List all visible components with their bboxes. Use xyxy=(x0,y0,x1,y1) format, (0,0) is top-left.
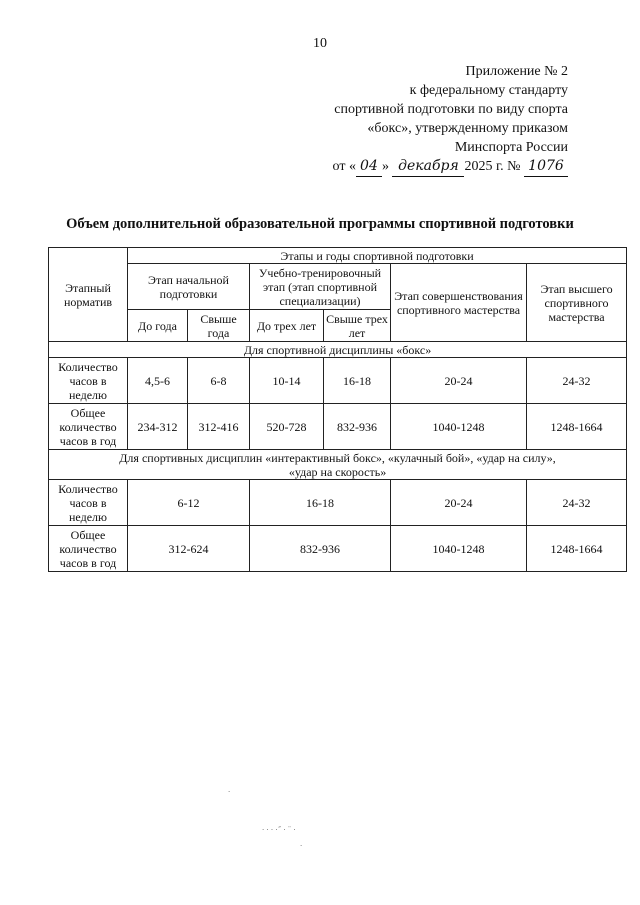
table-row xyxy=(49,358,627,404)
training-over-header: Свыше трех лет xyxy=(324,310,391,342)
scan-speck: · · · ·˝ · ¨ · xyxy=(262,826,296,834)
stage-training-header: Учебно-тренировочный этап (этап спортивной специализации) xyxy=(250,264,391,310)
appendix-line: «бокс», утвержденному приказом xyxy=(367,121,568,136)
scan-speck: · xyxy=(228,788,231,796)
date-mid: » xyxy=(381,159,389,174)
training-volume-table xyxy=(48,247,627,572)
table-row xyxy=(49,404,627,450)
table-cell: 832-936 xyxy=(250,526,391,572)
handwritten-month: декабря xyxy=(392,157,464,177)
table-header-row xyxy=(49,264,627,310)
stage-higher-header: Этап высшего спортивного мастерства xyxy=(527,264,627,342)
table-cell: 16-18 xyxy=(324,358,391,404)
table-cell: 24-32 xyxy=(527,358,627,404)
section-row xyxy=(49,342,627,358)
col-norm-header: Этапный норматив xyxy=(49,248,128,342)
table-cell: 1040-1248 xyxy=(391,526,527,572)
table-cell: 20-24 xyxy=(391,358,527,404)
appendix-line: Минспорта России xyxy=(454,140,568,155)
table-cell: 6-8 xyxy=(188,358,250,404)
table-cell: 6-12 xyxy=(128,480,250,526)
initial-upto-header: До года xyxy=(128,310,188,342)
table-cell: 1248-1664 xyxy=(527,404,627,450)
table-cell: 312-624 xyxy=(128,526,250,572)
table-row xyxy=(49,526,627,572)
stage-improvement-header: Этап совершенствования спортивного мастерства xyxy=(391,264,527,342)
table-cell: 234-312 xyxy=(128,404,188,450)
row-label: Количество часов в неделю xyxy=(49,358,128,404)
stage-initial-header: Этап начальной подготовки xyxy=(128,264,250,310)
page-number: 10 xyxy=(313,36,327,51)
table-cell: 832-936 xyxy=(324,404,391,450)
handwritten-day: 04 xyxy=(356,157,382,177)
row-label: Общее количество часов в год xyxy=(49,526,128,572)
row-label: Общее количество часов в год xyxy=(49,404,128,450)
document-title: Объем дополнительной образовательной программы спортивной подготовки xyxy=(66,216,574,232)
row-label: Количество часов в неделю xyxy=(49,480,128,526)
table-cell: 24-32 xyxy=(527,480,627,526)
appendix-line: спортивной подготовки по виду спорта xyxy=(334,102,568,117)
table-cell: 1040-1248 xyxy=(391,404,527,450)
table-cell: 312-416 xyxy=(188,404,250,450)
handwritten-order-number: 1076 xyxy=(524,157,568,177)
table-header-row xyxy=(49,248,627,264)
date-prefix: от « xyxy=(332,159,356,174)
section-row xyxy=(49,450,627,480)
date-year: 2025 г. № xyxy=(464,159,521,174)
section-title xyxy=(49,450,627,480)
section-title-line: Для спортивных дисциплин «интерактивный бокс», «кулачный бой», «удар на силу», xyxy=(119,450,556,465)
scan-speck: · xyxy=(300,842,303,850)
appendix-line: к федеральному стандарту xyxy=(409,83,568,98)
table-cell: 520-728 xyxy=(250,404,324,450)
table-cell: 20-24 xyxy=(391,480,527,526)
order-date-line xyxy=(238,157,568,177)
table-cell: 1248-1664 xyxy=(527,526,627,572)
initial-over-header: Свыше года xyxy=(188,310,250,342)
appendix-title: Приложение № 2 xyxy=(465,64,568,79)
section-title: Для спортивной дисциплины «бокс» xyxy=(49,342,627,358)
section-title-line: «удар на скорость» xyxy=(288,464,387,479)
table-row xyxy=(49,480,627,526)
stages-group-header: Этапы и годы спортивной подготовки xyxy=(128,248,627,264)
table-cell: 16-18 xyxy=(250,480,391,526)
appendix-block xyxy=(238,62,568,177)
table-cell: 4,5-6 xyxy=(128,358,188,404)
training-upto-header: До трех лет xyxy=(250,310,324,342)
table-cell: 10-14 xyxy=(250,358,324,404)
